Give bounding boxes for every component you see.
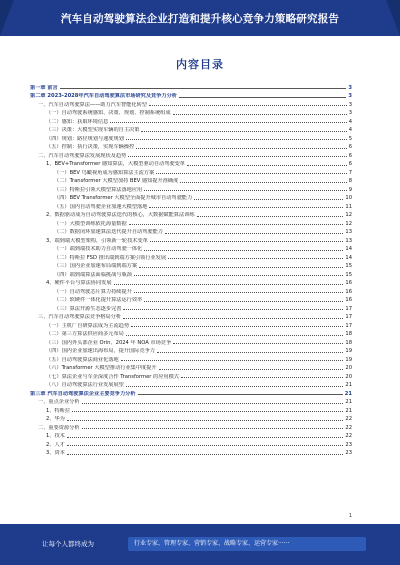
page-number: 1	[348, 513, 352, 519]
toc-entry-page: 5	[348, 135, 352, 142]
toc-entry-page: 21	[345, 407, 352, 414]
toc-entry[interactable]	[30, 261, 352, 270]
toc-entry-title: （三）国内企业加速布局端到端方案	[54, 263, 138, 269]
toc-entry[interactable]	[30, 405, 352, 414]
toc-entry-title: （一）端到端技术助力自动驾驶一体化	[54, 246, 143, 252]
table-of-contents	[30, 82, 352, 456]
toc-leader	[128, 156, 346, 157]
toc-entry-title: （一）自动驾驶芯片算力持续提升	[54, 288, 132, 295]
toc-entry-title: （四）BEV Transformer 大模型全面提升城市自动驾驶能力	[54, 195, 193, 201]
toc-entry-title: 一、汽车自动驾驶算法——助力汽车智能化转型	[38, 101, 147, 108]
toc-entry[interactable]	[30, 346, 352, 355]
toc-entry-page: 3	[348, 101, 352, 108]
toc-leader	[150, 241, 344, 242]
toc-leader	[187, 165, 347, 166]
toc-entry-title: 4、硬件平台与算法协同发展	[46, 280, 112, 286]
toc-entry-title: 1、技术	[46, 433, 65, 439]
toc-leader	[121, 360, 344, 361]
toc-entry-title: （一）主机厂自研算法成为主流趋势	[46, 322, 130, 329]
toc-leader	[156, 173, 346, 174]
toc-entry[interactable]	[30, 108, 352, 117]
toc-leader	[179, 97, 346, 98]
footer-tagline: 行业专家、管理专家、营销专家、战略专家、运营专家······	[128, 537, 366, 551]
toc-leader	[67, 420, 344, 421]
toc-entry-page: 22	[345, 433, 352, 439]
toc-entry-page: 3	[348, 110, 352, 116]
toc-leader	[82, 428, 344, 429]
toc-entry-page: 3	[348, 93, 352, 99]
toc-leader	[123, 309, 343, 310]
toc-entry[interactable]	[30, 125, 352, 134]
toc-leader	[144, 190, 346, 191]
toc-entry-page: 4	[348, 118, 352, 125]
toc-leader	[82, 403, 344, 404]
toc-entry-page: 19	[345, 348, 352, 354]
toc-entry[interactable]	[30, 210, 352, 219]
toc-entry[interactable]	[30, 218, 352, 227]
toc-leader	[123, 318, 343, 319]
toc-entry[interactable]	[30, 269, 352, 278]
header-decoration-left	[0, 0, 14, 36]
toc-entry-page: 8	[348, 178, 352, 184]
toc-entry[interactable]	[30, 337, 352, 346]
toc-leader	[67, 437, 344, 438]
toc-entry-title: （七）算法企业与车企深度合作 Transformer 的应用模式	[46, 373, 179, 380]
toc-entry-title: （三）算法开源生态逐步完善	[54, 305, 122, 312]
toc-entry-page: 4	[348, 127, 352, 133]
toc-leader	[173, 114, 347, 115]
toc-entry-page: 17	[345, 314, 352, 320]
toc-entry-title: （二）软硬件一体化提升算法运行效率	[54, 297, 143, 303]
toc-entry-page: 10	[345, 195, 352, 201]
toc-leader	[180, 182, 346, 183]
toc-entry-title: 3、资本	[46, 450, 65, 456]
toc-leader	[144, 250, 343, 251]
toc-entry-page: 16	[345, 297, 352, 303]
toc-entry-title: 2、华为	[46, 416, 65, 422]
toc-leader	[139, 267, 343, 268]
toc-entry-title: 二、汽车自动驾驶算法发展现状及趋势	[38, 152, 127, 159]
toc-entry-page: 20	[345, 365, 352, 371]
toc-entry-title: 2、数据驱动成为自动驾驶算法迭代的核心，大数据赋能算法训练	[46, 212, 195, 218]
toc-entry-page: 16	[345, 288, 352, 295]
toc-leader	[149, 207, 343, 208]
toc-entry[interactable]	[30, 439, 352, 448]
toc-entry-page: 23	[345, 450, 352, 456]
toc-entry[interactable]	[30, 91, 352, 100]
toc-entry[interactable]	[30, 82, 352, 91]
toc-entry-page: 13	[345, 237, 352, 244]
toc-entry[interactable]	[30, 99, 352, 108]
toc-entry-page: 19	[345, 356, 352, 363]
toc-entry-title: （二）数据闭环加速算法迭代提升自动驾驶能力	[54, 229, 163, 235]
toc-leader	[126, 139, 347, 140]
toc-entry[interactable]	[30, 227, 352, 236]
toc-entry[interactable]	[30, 167, 352, 176]
toc-entry-page: 14	[345, 254, 352, 261]
toc-entry-page: 22	[345, 424, 352, 431]
toc-entry-title: 第一章 前言	[30, 84, 58, 91]
toc-entry[interactable]	[30, 201, 352, 210]
footer-band	[0, 524, 400, 565]
toc-entry-title: （五）控制：执行决策，实现车辆操控	[46, 144, 135, 150]
toc-entry-page: 22	[345, 416, 352, 422]
toc-entry-page: 14	[345, 246, 352, 252]
toc-entry-title: （三）特斯拉引领大模型算法落地应用	[54, 186, 143, 193]
toc-entry-title: （四）国内企业加速出海布局，提升国际竞争力	[46, 348, 155, 354]
toc-entry[interactable]	[30, 278, 352, 287]
toc-leader	[72, 411, 343, 412]
toc-entry-title: （一）大模型训练依托海量数据	[54, 220, 127, 227]
toc-entry-page: 15	[345, 263, 352, 269]
toc-entry-page: 6	[348, 144, 352, 150]
toc-entry-title: （五）国内自动驾驶企业加速大模型落地	[54, 203, 148, 210]
toc-leader	[114, 284, 344, 285]
toc-entry[interactable]	[30, 448, 352, 457]
toc-leader	[138, 394, 343, 395]
toc-leader	[197, 216, 344, 217]
toc-entry-page: 7	[348, 169, 352, 176]
toc-entry-page: 23	[345, 441, 352, 448]
toc-entry-title: 第二章 2023-2028年汽车自动驾驶算法市场研究及竞争力分析	[30, 93, 177, 99]
toc-entry-page: 3	[348, 84, 352, 91]
toc-entry[interactable]	[30, 431, 352, 440]
toc-entry-page: 12	[345, 220, 352, 227]
toc-leader	[129, 224, 344, 225]
toc-entry-page: 13	[345, 229, 352, 235]
toc-entry[interactable]	[30, 116, 352, 125]
toc-leader	[165, 233, 343, 234]
toc-entry[interactable]	[30, 252, 352, 261]
toc-entry-page: 21	[345, 382, 352, 388]
footer-slogan: 让每个人都终成为	[42, 540, 94, 548]
toc-entry-title: 1、BEV+Transformer 感知算法，大模型驱动自动驾驶变革	[46, 161, 185, 167]
toc-leader	[157, 352, 343, 353]
toc-entry[interactable]	[30, 244, 352, 253]
toc-entry[interactable]	[30, 235, 352, 244]
toc-entry-page: 9	[348, 186, 352, 193]
toc-entry[interactable]	[30, 363, 352, 372]
toc-entry-title: 1、特斯拉	[46, 407, 71, 414]
toc-entry-page: 20	[345, 373, 352, 380]
toc-entry-page: 15	[345, 271, 352, 278]
toc-entry[interactable]	[30, 414, 352, 423]
toc-entry-page: 18	[345, 331, 352, 337]
toc-entry-page: 6	[348, 152, 352, 159]
toc-leader	[131, 326, 343, 327]
toc-entry[interactable]	[30, 286, 352, 295]
toc-entry[interactable]	[30, 193, 352, 202]
toc-entry-page: 6	[348, 161, 352, 167]
toc-heading: 内容目录	[176, 58, 224, 71]
toc-entry[interactable]	[30, 371, 352, 380]
toc-entry-title: （二）特斯拉 FSD 推出端到端方案引领行业发展	[54, 254, 167, 261]
toc-entry[interactable]	[30, 184, 352, 193]
toc-entry[interactable]	[30, 422, 352, 431]
toc-entry-page: 12	[345, 212, 352, 218]
toc-leader	[67, 445, 344, 446]
toc-leader	[110, 122, 346, 123]
toc-entry-title: （二）Transformer 大模型加持 BEV 感知提升准确度	[54, 178, 179, 184]
toc-leader	[168, 258, 343, 259]
toc-leader	[159, 369, 344, 370]
toc-entry-title: 二、重要资源分析	[38, 424, 80, 431]
toc-entry-page: 11	[345, 203, 352, 210]
toc-leader	[126, 335, 344, 336]
toc-entry[interactable]	[30, 303, 352, 312]
toc-entry-page: 21	[344, 390, 352, 397]
toc-entry-title: （五）自动驾驶算法商业化落地	[46, 356, 119, 363]
header-band	[0, 0, 400, 36]
toc-leader	[134, 275, 344, 276]
toc-leader	[141, 131, 346, 132]
header-decoration-right	[386, 0, 400, 36]
toc-entry-page: 16	[345, 280, 352, 286]
toc-entry-title: （二）第三方算法供应商多元布局	[46, 331, 124, 337]
toc-entry-title: （二）感知：获取环境信息	[46, 118, 109, 125]
toc-entry-title: 3、端到端大模型架构，引领新一轮技术变革	[46, 237, 148, 244]
toc-leader	[181, 377, 343, 378]
toc-entry-title: （八）自动驾驶算法行业发展展望	[46, 382, 124, 388]
toc-entry-title: （六）Transformer 大模型推动行业集中度提升	[46, 365, 157, 371]
toc-entry-page: 17	[345, 322, 352, 329]
toc-entry-title: （一）BEV 鸟瞰视角成为感知算法主流方案	[54, 169, 155, 176]
toc-entry[interactable]	[30, 354, 352, 363]
toc-leader	[134, 292, 344, 293]
toc-entry[interactable]	[30, 388, 352, 397]
toc-entry-title: （四）规划：路径规划与速度规划	[46, 135, 124, 142]
toc-entry[interactable]	[30, 176, 352, 185]
toc-leader	[173, 343, 343, 344]
toc-leader	[60, 88, 347, 89]
toc-entry[interactable]	[30, 150, 352, 159]
toc-entry-title: 2、人才	[46, 441, 65, 448]
toc-entry-title: 第三章 汽车自动驾驶算法企业主要竞争力分析	[30, 390, 136, 397]
toc-entry-title: 三、汽车自动驾驶算法竞争格局分析	[38, 314, 122, 320]
toc-entry[interactable]	[30, 397, 352, 406]
toc-leader	[136, 148, 346, 149]
toc-leader	[194, 199, 343, 200]
toc-entry[interactable]	[30, 312, 352, 321]
toc-entry-page: 17	[345, 305, 352, 312]
toc-entry-title: （三）国内外头部企业 Orin、2024 年 NOA 市场竞争	[46, 339, 172, 346]
toc-leader	[144, 301, 343, 302]
report-title: 汽车自动驾驶算法企业打造和提升核心竞争力策略研究报告	[60, 12, 340, 25]
toc-entry-title: （一）自动驾驶系统感知、决策、规划、控制系统组成	[46, 110, 171, 116]
toc-entry-page: 18	[345, 339, 352, 346]
toc-entry[interactable]	[30, 159, 352, 168]
toc-entry[interactable]	[30, 329, 352, 338]
toc-entry[interactable]	[30, 380, 352, 389]
toc-entry-page: 21	[345, 399, 352, 405]
toc-entry[interactable]	[30, 295, 352, 304]
toc-entry-title: （三）决策：大模型实现车辆的自主决策	[46, 127, 140, 133]
toc-entry-title: （四）端到端算法面临挑战与瓶颈	[54, 271, 132, 278]
toc-entry[interactable]	[30, 133, 352, 142]
toc-leader	[126, 386, 344, 387]
toc-entry[interactable]	[30, 320, 352, 329]
toc-leader	[149, 105, 347, 106]
toc-leader	[67, 454, 344, 455]
toc-entry[interactable]	[30, 142, 352, 151]
toc-entry-title: 一、重点企业分析	[38, 399, 80, 405]
